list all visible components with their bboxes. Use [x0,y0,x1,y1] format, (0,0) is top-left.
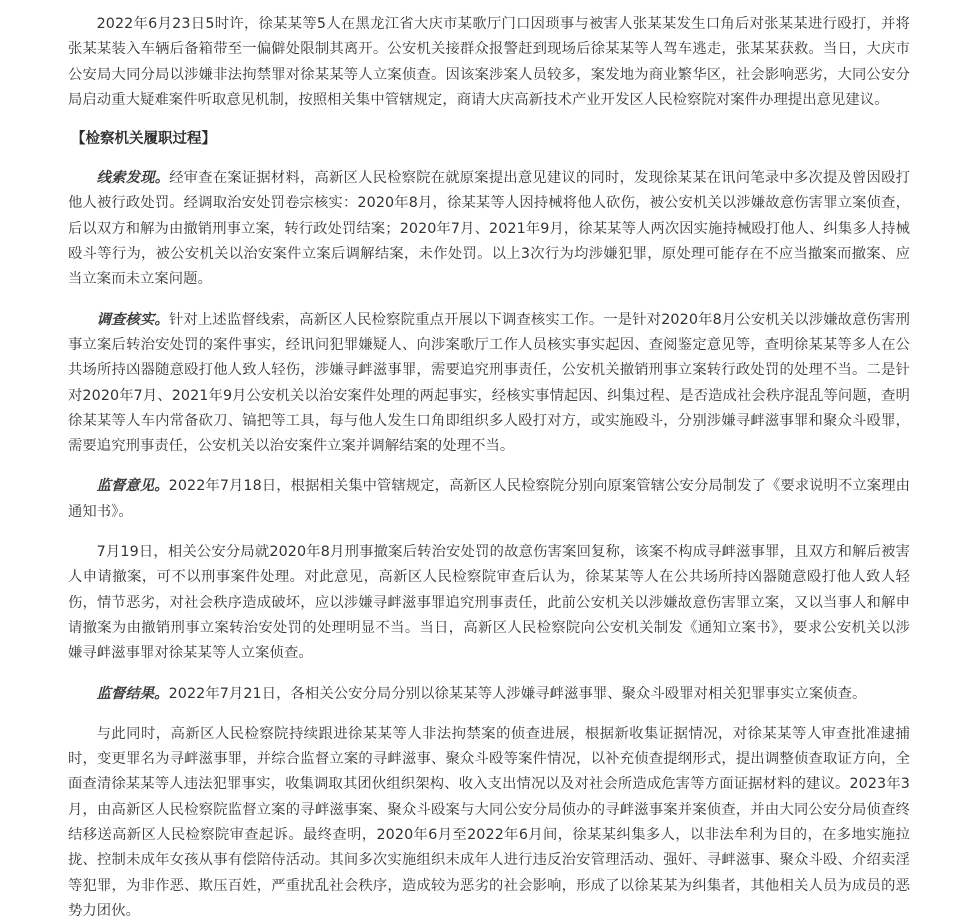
intro-paragraph: 2022年6月23日5时许，徐某某等5人在黑龙江省大庆市某歌厅门口因琐事与被害人张某某发生口角后对张某某进行殴打，并将张某某装入车辆后备箱带至一偏僻处限制其离开。公安机关接群众报警赶到现场后徐某某等人驾车逃走，张某某获救。当日，大庆市公安局大同分局以涉嫌非法拘禁罪对徐某某等人立案侦查。因该案涉案人员较多，案发地为商业繁华区，社会影响恶劣，大同公安分局启动重大疑难案件听取意见机制，按照相关集中管辖规定，商请大庆高新技术产业开发区人民检察院对案件办理提出意见建议。 [68,16,910,108]
section-heading: 【检察机关履职过程】 [71,131,216,148]
paragraph-text: 与此同时，高新区人民检察院持续跟进徐某某等人非法拘禁案的侦查进展，根据新收集证据情况，对徐某某等人审查批准逮捕时，变更罪名为寻衅滋事罪，并综合监督立案的寻衅滋事、聚众斗殴等案件情况，以补充侦查提纲形式，提出调整侦查取证方向，全面查清徐某某等人违法犯罪事实，收集调取其团伙组织架构、收入支出情况以及对社会所造成危害等方面证据材料的建议。2023年3月，由高新区人民检察院监督立案的寻衅滋事案、聚众斗殴案与大同公安分局侦办的寻衅滋事案并案侦查，并由大同公安分局侦查终结移送高新区人民检察院审查起诉。最终查明，2020年6月至2022年6月间，徐某某纠集多人，以非法牟利为目的，在多地实施拉拢、控制未成年女孩从事有偿陪侍活动。其间多次实施组织未成年人进行违反治安管理活动、强奸、寻衅滋事、聚众斗殴、介绍卖淫等犯罪，为非作恶、欺压百姓，严重扰乱社会秩序，造成较为恶劣的社会影响，形成了以徐某某为纠集者，其他相关人员为成员的恶势力团伙。 [68,725,910,919]
paragraph-police-reply [68,540,910,666]
paragraph-investigation [68,308,910,460]
paragraph-text: 2022年7月18日，根据相关集中管辖规定，高新区人民检察院分别向原案管辖公安分局制发了《要求说明不立案理由通知书》。 [68,478,910,520]
paragraph-text: 经审查在案证据材料，高新区人民检察院在就原案提出意见建议的同时，发现徐某某在讯问笔录中多次提及曾因殴打他人被行政处罚。经调取治安处罚卷宗核实：2020年8月，徐某某等人因持械将他人砍伤，被公安机关以涉嫌故意伤害罪立案侦查，后以双方和解为由撤销刑事立案，转行政处罚结案；2020年7月、2021年9月，徐某某等人两次因实施持械殴打他人、纠集多人持械殴斗等行为，被公安机关以治安案件立案后调解结案，未作处罚。以上3次行为均涉嫌犯罪，原处理可能存在不应当撤案而撤案、应当立案而未立案问题。 [68,170,910,288]
paragraph-lead: 监督意见。 [96,478,169,495]
paragraph-clue-discovery [68,166,910,292]
paragraph-follow-up [68,722,910,924]
paragraph-supervision-opinion [68,474,910,525]
paragraph-lead: 调查核实。 [96,311,169,328]
paragraph-text: 针对上述监督线索，高新区人民检察院重点开展以下调查核实工作。一是针对2020年8月公安机关以涉嫌故意伤害刑事立案后转治安处罚的案件事实，经讯问犯罪嫌疑人、向涉案歌厅工作人员核实事实起因、查阅鉴定意见等，查明徐某某等多人在公共场所持凶器随意殴打他人致人轻伤，涉嫌寻衅滋事罪，需要追究刑事责任，公安机关撤销刑事立案转行政处罚的处理不当。二是针对2020年7月、2021年9月公安机关以治安案件处理的两起事实，经核实事情起因、纠集过程、是否造成社会秩序混乱等问题，查明徐某某等人车内常备砍刀、镐把等工具，每与他人发生口角即组织多人殴打对方，或实施殴斗，分别涉嫌寻衅滋事罪和聚众斗殴罪，需要追究刑事责任，公安机关以治安案件立案并调解结案的处理不当。 [68,311,910,455]
paragraph-lead: 监督结果。 [96,685,169,702]
paragraph-lead: 线索发现。 [96,170,170,187]
paragraph-supervision-result [68,682,910,707]
paragraph-text: 2022年7月21日，各相关公安分局分别以徐某某等人涉嫌寻衅滋事罪、聚众斗殴罪对相关犯罪事实立案侦查。 [168,685,867,702]
paragraph-text: 7月19日，相关公安分局就2020年8月刑事撤案后转治安处罚的故意伤害案回复称，该案不构成寻衅滋事罪，且双方和解后被害人申请撤案，可不以刑事案件处理。对此意见，高新区人民检察院审查后认为，徐某某等人在公共场所持凶器随意殴打他人致人轻伤，情节恶劣，对社会秩序造成破坏，应以涉嫌寻衅滋事罪追究刑事责任，此前公安机关以涉嫌故意伤害罪立案，又以当事人和解申请撤案为由撤销刑事立案转治安处罚的处理明显不当。当日，高新区人民检察院向公安机关制发《通知立案书》，要求公安机关以涉嫌寻衅滋事罪对徐某某等人立案侦查。 [68,544,910,662]
